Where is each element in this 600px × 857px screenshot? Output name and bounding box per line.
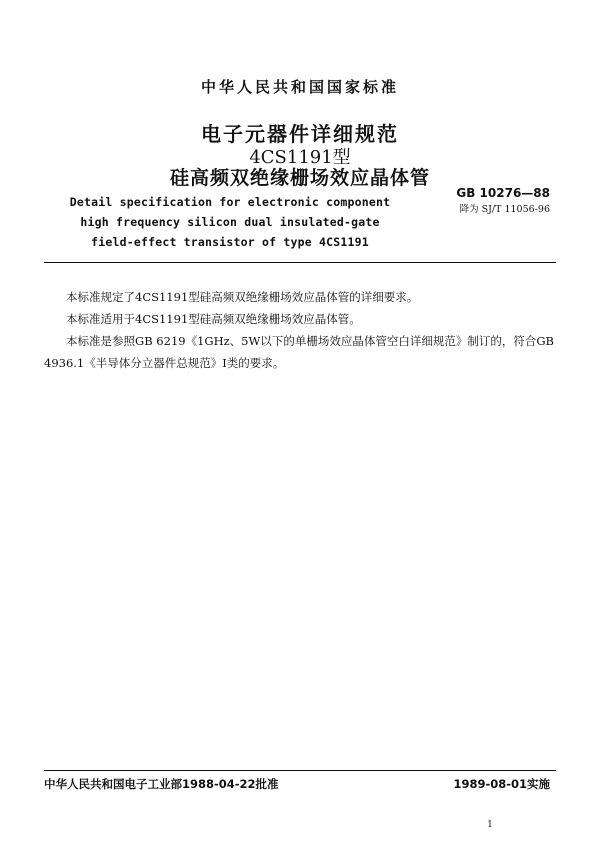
- issuing-organization: 中华人民共和国国家标准: [200, 78, 399, 96]
- title-chinese-line3: 硅高频双绝缘栅场效应晶体管: [169, 167, 430, 189]
- bottom-divider: [44, 770, 556, 771]
- title-chinese-model: 4CS1191型: [249, 147, 351, 168]
- implementation-date: 1989-08-01实施: [453, 777, 550, 791]
- top-divider: [44, 262, 556, 263]
- title-chinese-line1: 电子元器件详细规范: [201, 122, 399, 146]
- title-english-line1: Detail specification for electronic component: [69, 195, 391, 209]
- approval-statement: 中华人民共和国电子工业部1988-04-22批准: [44, 777, 279, 791]
- body-paragraph-reference: 本标准是参照GB 6219《1GHz、5W以下的单栅场效应晶体管空白详细规范》制订的，符合GB 4936.1《半导体分立器件总规范》Ⅰ类的要求。: [44, 334, 554, 370]
- standard-code: GB 10276—88: [456, 186, 550, 200]
- title-english-line3: field-effect transistor of type 4CS1191: [91, 235, 369, 249]
- page-number: 1: [487, 820, 493, 830]
- title-english: [60, 192, 400, 252]
- title-english-line2: high frequency silicon dual insulated-gate: [80, 215, 380, 229]
- body-paragraph-applicability: 本标准适用于4CS1191型硅高频双绝缘栅场效应晶体管。: [66, 312, 361, 326]
- body-paragraph-scope: 本标准规定了4CS1191型硅高频双绝缘栅场效应晶体管的详细要求。: [66, 290, 419, 304]
- standard-replacement-note: 降为 SJ/T 11056-96: [459, 204, 550, 215]
